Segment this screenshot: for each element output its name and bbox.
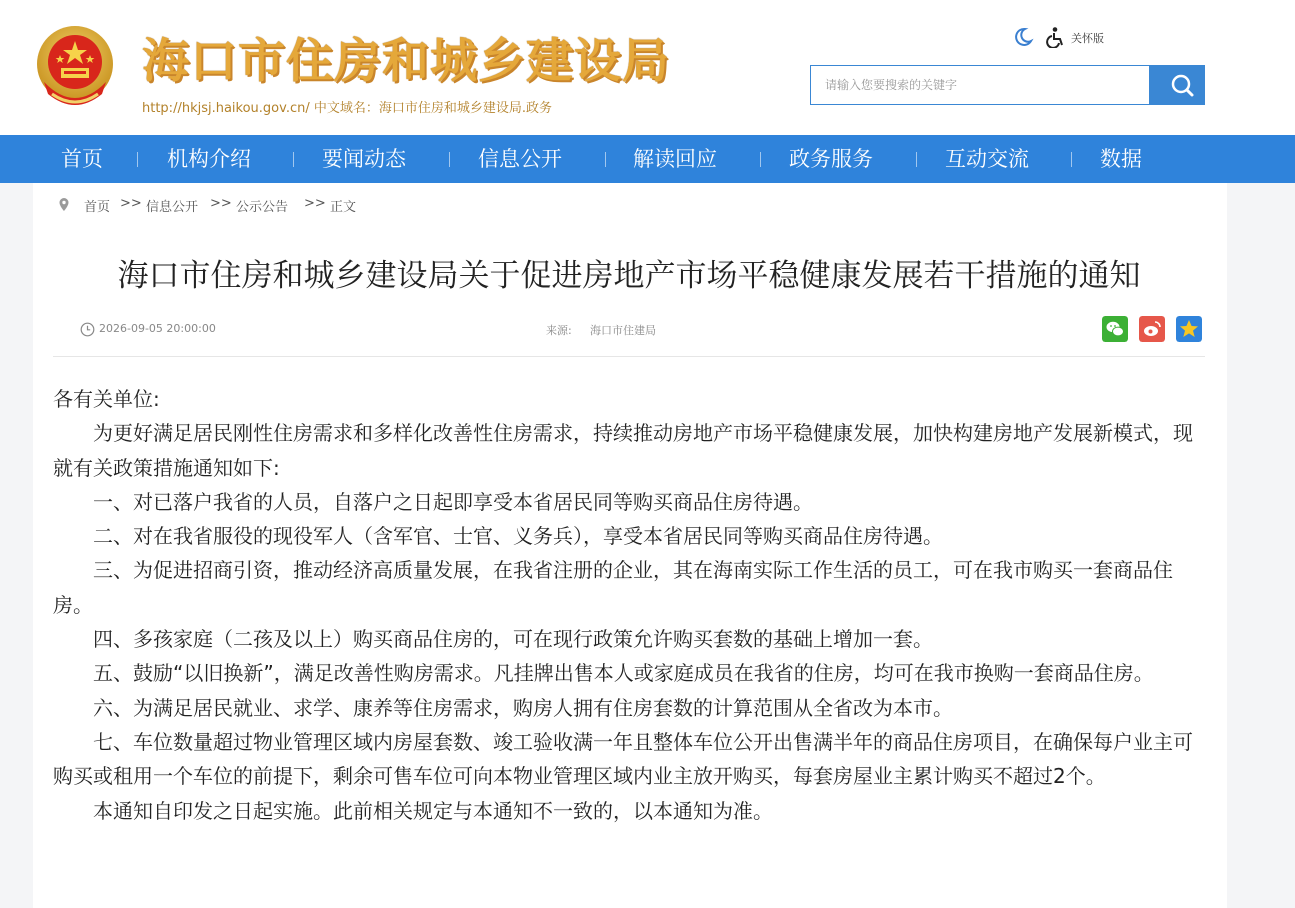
breadcrumb-home[interactable]: 首页 bbox=[84, 200, 111, 215]
breadcrumb-separator: >> bbox=[304, 196, 326, 211]
article-paragraph: 为更好满足居民刚性住房需求和多样化改善性住房需求，持续推动房地产市场平稳健康发展，加快构建房地产发展新模式，现就有关政策措施通知如下: bbox=[53, 421, 1193, 480]
article-body bbox=[53, 382, 1198, 828]
breadcrumb-separator: >> bbox=[120, 196, 142, 211]
search-box bbox=[810, 65, 1150, 105]
dark-mode-icon[interactable] bbox=[1012, 26, 1034, 48]
nav-separator bbox=[137, 152, 138, 167]
article-title: 海口市住房和城乡建设局关于促进房地产市场平稳健康发展若干措施的通知 bbox=[117, 258, 1141, 294]
source-label: 来源: bbox=[546, 324, 572, 337]
site-url: http://hkjsj.haikou.gov.cn/ 中文域名：海口市住房和城乡建设局.政务 bbox=[142, 101, 552, 116]
nav-item-services[interactable]: 政务服务 bbox=[789, 147, 873, 171]
article-paragraph: 七、车位数量超过物业管理区域内房屋套数、竣工验收满一年且整体车位公开出售满半年的商品住房项目，在确保每户业主可购买或租用一个车位的前提下，剩余可售车位可向本物业管理区域内业主放开购买，每套房屋业主累计购买不超过2个。 bbox=[53, 729, 1193, 789]
breadcrumb-current: 正文 bbox=[330, 200, 357, 215]
care-mode-link[interactable]: 关怀版 bbox=[1071, 32, 1104, 45]
nav-item-disclosure[interactable]: 信息公开 bbox=[478, 147, 562, 171]
nav-item-about[interactable]: 机构介绍 bbox=[167, 147, 251, 171]
nav-item-home[interactable]: 首页 bbox=[61, 147, 103, 171]
article-paragraph: 一、对已落户我省的人员，自落户之日起即享受本省居民同等购买商品住房待遇。 bbox=[93, 489, 813, 514]
top-tools bbox=[1012, 26, 1122, 50]
breadcrumb-notices[interactable]: 公示公告 bbox=[236, 200, 289, 215]
accessibility-icon[interactable] bbox=[1046, 26, 1068, 48]
main-nav bbox=[0, 135, 1295, 183]
article-paragraph: 二、对在我省服役的现役军人（含军官、士官、义务兵），享受本省居民同等购买商品住房待遇。 bbox=[93, 524, 943, 549]
nav-item-interaction[interactable]: 互动交流 bbox=[945, 147, 1029, 171]
meta-divider bbox=[53, 356, 1205, 357]
site-header bbox=[0, 0, 1295, 135]
national-emblem-icon bbox=[34, 24, 116, 110]
nav-separator bbox=[916, 152, 917, 167]
nav-separator bbox=[1071, 152, 1072, 167]
favorite-icon[interactable] bbox=[1176, 316, 1202, 342]
weibo-icon[interactable] bbox=[1139, 316, 1165, 342]
article-paragraph: 四、多孩家庭（二孩及以上）购买商品住房的，可在现行政策允许购买套数的基础上增加一套。 bbox=[93, 627, 933, 652]
article-paragraph: 五、鼓励“以旧换新”，满足改善性购房需求。凡挂牌出售本人或家庭成员在我省的住房，均可在我市换购一套商品住房。 bbox=[93, 661, 1154, 686]
search-input[interactable] bbox=[811, 66, 1147, 104]
nav-separator bbox=[605, 152, 606, 167]
nav-item-data[interactable]: 数据 bbox=[1100, 147, 1142, 171]
source-value: 海口市住建局 bbox=[590, 324, 656, 337]
page-background-right bbox=[1227, 183, 1295, 908]
search-icon bbox=[1156, 66, 1211, 106]
nav-separator bbox=[449, 152, 450, 167]
article-paragraph: 三、为促进招商引资，推动经济高质量发展，在我省注册的企业，其在海南实际工作生活的员工，可在我市购买一套商品住房。 bbox=[53, 558, 1173, 617]
breadcrumb-separator: >> bbox=[210, 196, 232, 211]
nav-item-interpretation[interactable]: 解读回应 bbox=[633, 147, 717, 171]
site-title: 海口市住房和城乡建设局 bbox=[142, 34, 670, 89]
breadcrumb-disclosure[interactable]: 信息公开 bbox=[146, 200, 199, 215]
salutation: 各有关单位: bbox=[53, 387, 160, 411]
nav-separator bbox=[760, 152, 761, 167]
article-meta bbox=[53, 315, 1205, 343]
page-background-left bbox=[0, 183, 33, 908]
publish-date: 2026-09-05 20:00:00 bbox=[99, 322, 216, 335]
nav-item-news[interactable]: 要闻动态 bbox=[322, 147, 406, 171]
article-paragraph: 本通知自印发之日起实施。此前相关规定与本通知不一致的，以本通知为准。 bbox=[93, 798, 773, 823]
article-paragraph: 六、为满足居民就业、求学、康养等住房需求，购房人拥有住房套数的计算范围从全省改为本市。 bbox=[93, 695, 953, 720]
wechat-icon[interactable] bbox=[1102, 316, 1128, 342]
clock-icon bbox=[80, 322, 95, 337]
search-button[interactable] bbox=[1150, 65, 1205, 105]
nav-separator bbox=[293, 152, 294, 167]
location-pin-icon bbox=[58, 197, 70, 212]
